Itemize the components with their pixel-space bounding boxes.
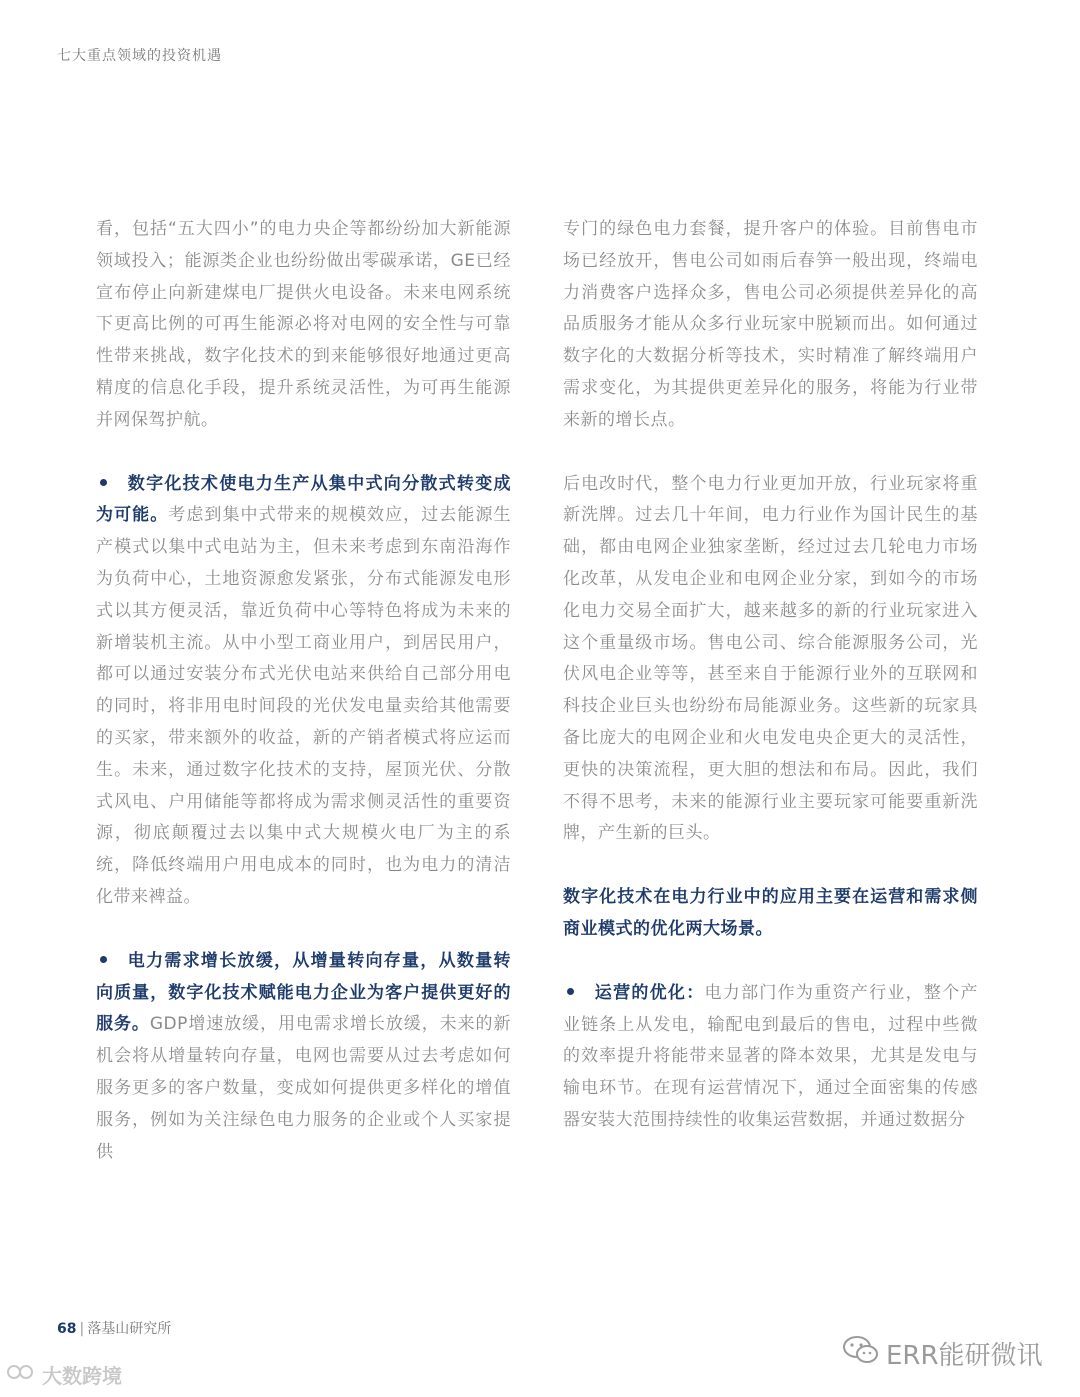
left-column	[96, 214, 511, 1168]
left-paragraph-1: 看，包括“五大四小”的电力央企等都纷纷加大新能源领域投入；能源类企业也纷纷做出零碳承诺，GE已经宣布停止向新建煤电厂提供火电设备。未来电网系统下更高比例的可再生能源必将对电网的安全性与可靠性带来挑战，数字化技术的到来能够很好地通过更高精度的信息化手段，提升系统灵活性，为可再生能源并网保驾护航。	[96, 219, 511, 430]
watermark-left-text: 大数跨境	[42, 1364, 122, 1388]
watermark-logo-icon	[6, 1361, 36, 1388]
watermark-right	[842, 1334, 1043, 1373]
page-footer	[57, 1318, 171, 1338]
left-bullet-1-heading: 数字化技术使电力生产从集中式向分散式转变成为可能。	[96, 473, 511, 526]
running-header: 七大重点领域的投资机遇	[57, 48, 222, 64]
bullet-dot-icon	[100, 956, 107, 963]
right-section-heading: 数字化技术在电力行业中的应用主要在运营和需求侧商业模式的优化两大场景。	[563, 887, 978, 939]
footer-separator: |	[79, 1321, 85, 1337]
bullet-dot-icon	[567, 988, 574, 995]
left-bullet-1-text: 考虑到集中式带来的规模效应，过去能源生产模式以集中式电站为主，但未来考虑到东南沿海作为负荷中心，土地资源愈发紧张，分布式能源发电形式以其方便灵活，靠近负荷中心等特色将成为未来的新增装机主流。从中小型工商业用户，到居民用户，都可以通过安装分布式光伏电站来供给自己部分用电的同时，将非用电时间段的光伏发电量卖给其他需要的买家，带来额外的收益，新的产销者模式将应运而生。未来，通过数字化技术的支持，屋顶光伏、分散式风电、户用储能等都将成为需求侧灵活性的重要资源，彻底颠覆过去以集中式大规模火电厂为主的系统，降低终端用户用电成本的同时，也为电力的清洁化带来裨益。	[96, 505, 512, 907]
watermark-left	[6, 1360, 122, 1389]
right-bullet-1-heading: 运营的优化：	[594, 982, 705, 1003]
right-bullet-1-text: 电力部门作为重资产行业，整个产业链条上从发电，输配电到最后的售电，过程中些微的效率提升将能带来显著的降本效果，尤其是发电与输电环节。在现有运营情况下，通过全面密集的传感器安装大范围持续性的收集运营数据，并通过数据分	[563, 982, 978, 1130]
left-bullet-2	[96, 946, 511, 1169]
left-bullet-2-heading: 电力需求增长放缓，从增量转向存量，从数量转向质量，数字化技术赋能电力企业为客户提供更好的服务。	[96, 950, 511, 1035]
right-paragraph-2: 后电改时代，整个电力行业更加开放，行业玩家将重新洗牌。过去几十年间，电力行业作为国计民生的基础，都由电网企业独家垄断，经过过去几轮电力市场化改革，从发电企业和电网企业分家，到如今的市场化电力交易全面扩大，越来越多的新的行业玩家进入这个重量级市场。售电公司、综合能源服务公司，光伏风电企业等等，甚至来自于能源行业外的互联网和科技企业巨头也纷纷布局能源业务。这些新的玩家具备比庞大的电网企业和火电发电央企更大的灵活性，更快的决策流程，更大胆的想法和布局。因此，我们不得不思考，未来的能源行业主要玩家可能要重新洗牌，产生新的巨头。	[563, 473, 978, 844]
left-bullet-2-text: GDP增速放缓，用电需求增长放缓，未来的新机会将从增量转向存量，电网也需要从过去考虑如何服务更多的客户数量，变成如何提供更多样化的增值服务，例如为关注绿色电力服务的企业或个人买家提供	[96, 1014, 512, 1162]
right-paragraph-1: 专门的绿色电力套餐，提升客户的体验。目前售电市场已经放开，售电公司如雨后春笋一般出现，终端电力消费客户选择众多，售电公司必须提供差异化的高品质服务才能从众多行业玩家中脱颖而出。如何通过数字化的大数据分析等技术，实时精准了解终端用户需求变化，为其提供更差异化的服务，将能为行业带来新的增长点。	[563, 219, 978, 430]
page-number: 68	[57, 1321, 77, 1337]
bullet-dot-icon	[100, 479, 107, 486]
watermark-right-text: ERR能研微讯	[886, 1341, 1043, 1371]
left-bullet-1	[96, 469, 511, 914]
publisher-name: 落基山研究所	[87, 1321, 172, 1337]
right-bullet-1	[563, 978, 978, 1137]
wechat-icon	[842, 1334, 880, 1373]
right-column	[563, 214, 978, 1137]
